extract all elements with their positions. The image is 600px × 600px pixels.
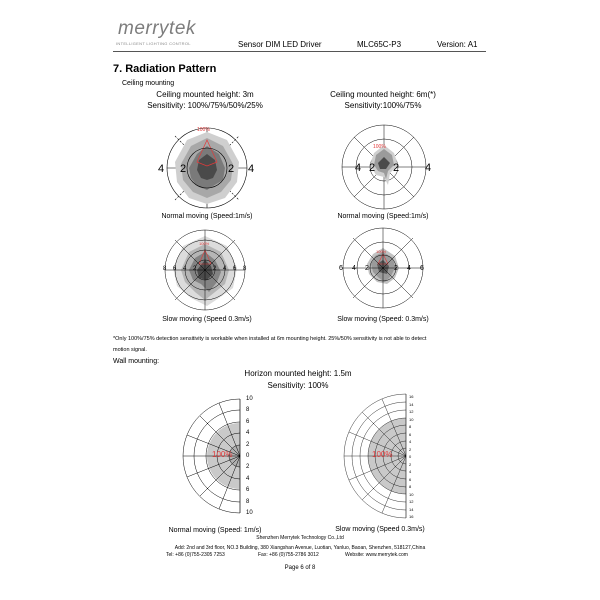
- company-logo: merrytek: [118, 18, 196, 39]
- tick-label: 6: [233, 266, 237, 272]
- sensitivity-note: *Only 100%/75% detection sensitivity is workable when installed at 6m mounting height. 25%/50% sensitivity is not able to detect: [113, 336, 427, 342]
- scale-tick-label: 8: [246, 498, 250, 505]
- footer-website[interactable]: Website: www.merrytek.com: [345, 552, 408, 558]
- tick-label: 4: [352, 265, 356, 272]
- wall-mounting-label: Wall mounting:: [113, 358, 160, 365]
- tick-label: 6: [173, 266, 177, 272]
- scale-tick-label: 6: [246, 418, 250, 425]
- sensitivity-note-cont: motion signal.: [113, 347, 147, 353]
- scale-tick-label: 8: [246, 407, 250, 414]
- scale-tick-label: 6: [409, 431, 412, 437]
- wall-slow-caption: Slow moving (Speed 0.3m/s): [335, 526, 425, 533]
- tick-label: 2: [393, 162, 400, 174]
- tick-label: 2: [228, 163, 235, 175]
- scale-tick-label: 10: [246, 396, 253, 402]
- tick-label: 2: [394, 265, 398, 272]
- scale-tick-label: 4: [409, 439, 412, 444]
- scale-tick-label: 10: [409, 416, 414, 422]
- scale-tick-label: 4: [246, 430, 250, 437]
- scale-tick-label: 2: [246, 441, 250, 448]
- scale-tick-label: 0: [246, 453, 250, 459]
- ceiling-3m-normal-caption: Normal moving (Speed:1m/s): [161, 213, 253, 220]
- scale-tick-label: 8: [409, 484, 412, 489]
- wall-sensitivity: Sensitivity: 100%: [267, 381, 329, 390]
- ceiling-6m-sensitivity: Sensitivity:100%/75%: [344, 101, 422, 110]
- ceiling-3m-slow-pct: 100%: [199, 241, 210, 246]
- scale-tick-label: 6: [246, 487, 250, 494]
- tick-label: 2: [213, 266, 217, 272]
- tick-label: 2: [193, 266, 197, 272]
- tick-label: 8: [243, 266, 247, 272]
- scale-tick-label: 4: [246, 475, 250, 482]
- tick-label: 4: [425, 162, 432, 174]
- wall-title: Horizon mounted height: 1.5m: [244, 369, 352, 378]
- ceiling-6m-normal-caption: Normal moving (Speed:1m/s): [337, 213, 429, 220]
- footer-address: Add: 2nd and 3rd floor, NO.3 Building, 380 Xiangshan Avenue, Luotian, Yanluo, Baoan, Shenzhen, 518127,China: [174, 545, 426, 551]
- ceiling-6m-title: Ceiling mounted height: 6m(*): [330, 90, 436, 99]
- model-number: MLC65C-P3: [357, 40, 402, 49]
- wall-normal-caption: Normal moving (Speed∶ 1m/s): [168, 527, 262, 534]
- footer-fax: Fax: +86 (0)755-2786 3012: [258, 552, 319, 558]
- ceiling-3m-slow-caption: Slow moving (Speed 0.3m/s): [162, 316, 252, 323]
- page-number: Page 6 of 8: [284, 565, 316, 571]
- scale-tick-label: 2: [409, 461, 412, 467]
- tick-label: 4: [407, 265, 411, 272]
- ceiling-6m-slow-caption: Slow moving (Speed: 0.3m/s): [337, 316, 429, 323]
- wall-slow-pct: 100%: [372, 450, 393, 459]
- tick-label: 2: [180, 163, 187, 175]
- tick-label: 6: [339, 265, 343, 272]
- scale-tick-label: 6: [409, 476, 412, 482]
- section-title: 7. Radiation Pattern: [113, 63, 217, 75]
- scale-tick-label: 10: [246, 510, 253, 516]
- ceiling-3m-normal-pct: 100%: [197, 127, 210, 133]
- logo-tagline: INTELLIGENT LIGHTING CONTROL: [116, 41, 191, 46]
- tick-label: 2: [369, 162, 376, 174]
- scale-tick-label: 12: [409, 499, 414, 504]
- scale-tick-label: 12: [409, 409, 414, 414]
- tick-label: 4: [158, 163, 165, 175]
- scale-tick-label: 16: [409, 514, 414, 519]
- tick-label: 6: [420, 265, 424, 272]
- scale-tick-label: 16: [409, 394, 414, 399]
- tick-label: 4: [223, 266, 227, 272]
- scale-tick-label: 2: [246, 464, 250, 471]
- scale-tick-label: 14: [409, 401, 414, 407]
- version-label: Version: A1: [437, 40, 478, 49]
- scale-tick-label: 10: [409, 491, 414, 497]
- ceiling-6m-normal-pct: 100%: [373, 144, 386, 150]
- footer-tel: Tel: +86 (0)755-2305 7253: [166, 552, 225, 558]
- ceiling-6m-slow-pct: 100%: [376, 249, 387, 254]
- ceiling-3m-sensitivity: Sensitivity: 100%/75%/50%/25%: [147, 101, 263, 110]
- tick-label: 4: [183, 266, 187, 272]
- doc-title: Sensor DIM LED Driver: [238, 40, 322, 49]
- scale-tick-label: 2: [409, 446, 412, 452]
- tick-label: 2: [365, 265, 369, 272]
- scale-tick-label: 0: [409, 454, 412, 459]
- tick-label: 8: [163, 266, 167, 272]
- scale-tick-label: 4: [409, 469, 412, 474]
- scale-tick-label: 8: [409, 424, 412, 429]
- scale-tick-label: 14: [409, 506, 414, 512]
- wall-normal-pct: 100%: [212, 450, 233, 459]
- tick-label: 4: [248, 163, 255, 175]
- ceiling-3m-title: Ceiling mounted height: 3m: [156, 90, 254, 99]
- ceiling-mounting-label: Ceiling mounting: [122, 80, 175, 87]
- tick-label: 4: [355, 162, 362, 174]
- footer-company: Shenzhen Merrytek Technology Co.,Ltd: [256, 535, 344, 541]
